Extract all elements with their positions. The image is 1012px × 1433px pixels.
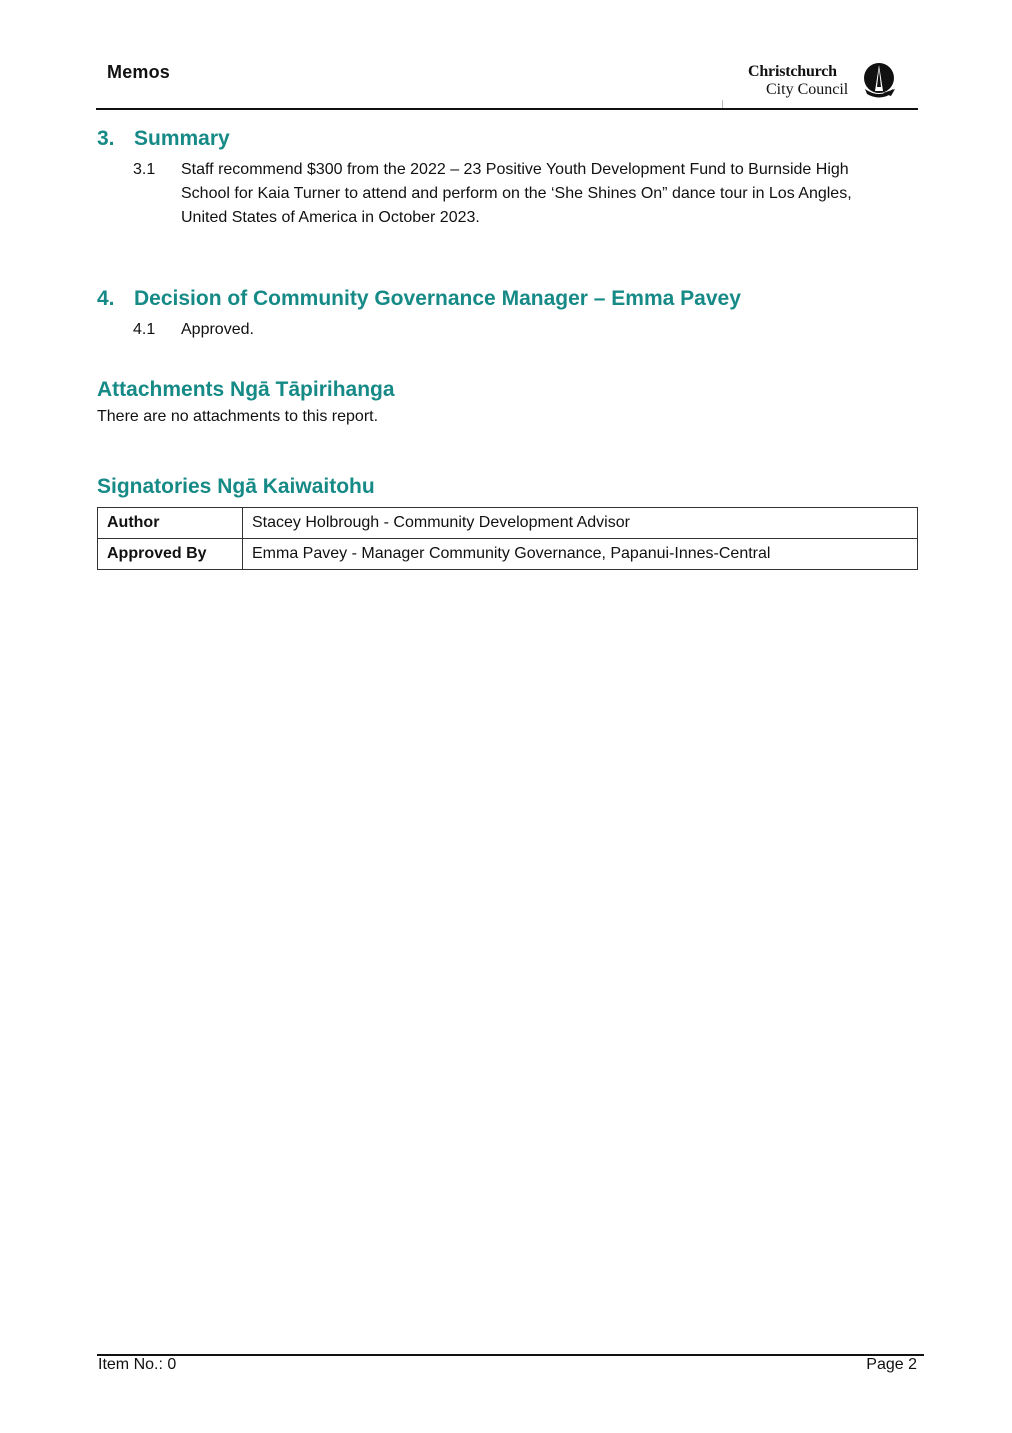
attachments-text: There are no attachments to this report. — [97, 408, 379, 425]
summary-item-text — [181, 158, 921, 230]
decision-item-number: 4.1 — [133, 321, 156, 338]
author-value: Stacey Holbrough - Community Development Advisor — [243, 508, 918, 539]
logo-line1: Christchurch — [748, 63, 837, 80]
signatories-heading: Signatories Ngā Kaiwaitohu — [97, 475, 375, 498]
footer-rule — [97, 1354, 924, 1356]
summary-line-1: Staff recommend $300 from the 2022 – 23 Positive Youth Development Fund to Burnside High — [181, 161, 849, 178]
summary-heading-number: 3. — [97, 127, 115, 150]
attachments-heading: Attachments Ngā Tāpirihanga — [97, 378, 395, 401]
table-row — [98, 508, 918, 539]
approved-by-label: Approved By — [98, 539, 243, 570]
decision-item-text: Approved. — [181, 321, 254, 338]
summary-heading — [97, 126, 230, 152]
decision-heading-text: Decision of Community Governance Manager – Emma Pavey — [134, 287, 741, 310]
summary-line-3: United States of America in October 2023. — [181, 209, 480, 226]
author-label: Author — [98, 508, 243, 539]
cathedral-logo-icon — [861, 63, 897, 99]
header-title: Memos — [107, 62, 171, 82]
footer-page-number: Page 2 — [866, 1356, 917, 1373]
decision-heading — [97, 286, 741, 312]
approved-by-value: Emma Pavey - Manager Community Governance, Papanui-Innes-Central — [243, 539, 918, 570]
signatories-table — [97, 507, 918, 570]
logo-line2: City Council — [766, 81, 849, 98]
council-logo — [748, 62, 900, 102]
summary-line-2: School for Kaia Turner to attend and perform on the ‘She Shines On” dance tour in Los Angles, — [181, 185, 852, 202]
footer-item-number: Item No.: 0 — [98, 1356, 177, 1373]
summary-item-number: 3.1 — [133, 161, 156, 178]
table-row — [98, 539, 918, 570]
summary-heading-text: Summary — [134, 127, 230, 150]
decision-heading-number: 4. — [97, 287, 115, 310]
header-rule — [96, 108, 918, 110]
